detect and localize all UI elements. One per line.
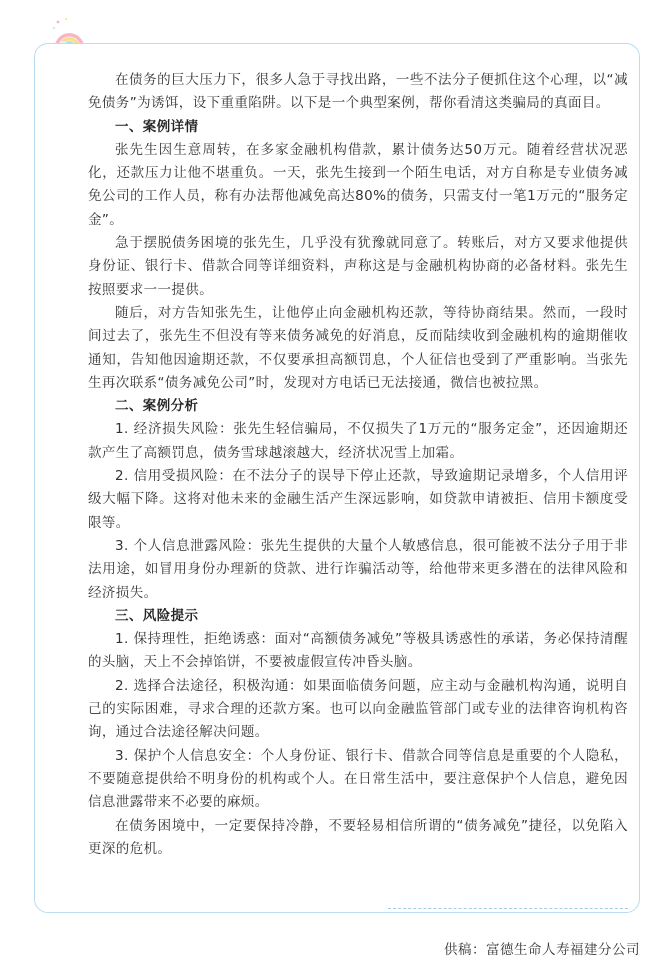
source-credit: 供稿：富德生命人寿福建分公司 — [444, 942, 640, 958]
case-paragraph: 急于摆脱债务困境的张先生，几乎没有犹豫就同意了。转账后，对方又要求他提供身份证、银行卡、借款合同等详细资料，声称这是与金融机构协商的必备材料。张先生按照要求一一提供。 — [88, 235, 628, 298]
section-heading-risk-tips: 三、风险提示 — [115, 607, 199, 624]
analysis-paragraph: 1. 经济损失风险：张先生轻信骗局，不仅损失了1万元的“服务定金”，还因逾期还款产生了高额罚息，债务雪球越滚越大，经济状况雪上加霜。 — [88, 421, 628, 461]
analysis-paragraph: 3. 个人信息泄露风险：张先生提供的大量个人敏感信息，很可能被不法分子用于非法用途，如冒用身份办理新的贷款、进行诈骗活动等，给他带来更多潜在的法律风险和经济损失。 — [88, 537, 628, 601]
intro-paragraph: 在债务的巨大压力下，很多人急于寻找出路，一些不法分子便抓住这个心理，以“减免债务”为诱饵，设下重重陷阱。以下是一个典型案例，帮你看清这类骗局的真面目。 — [88, 72, 628, 112]
article-body — [88, 69, 628, 861]
case-paragraph: 随后，对方告知张先生，让他停止向金融机构还款，等待协商结果。然而，一段时间过去了，张先生不但没有等来债务减免的好消息，反而陆续收到金融机构的逾期催收通知，告知他因逾期还款，不仅要承担高额罚息，个人征信也受到了严重影响。当张先生再次联系“债务减免公司”时，发现对方电话已无法接通，微信也被拉黑。 — [88, 304, 628, 391]
decorative-divider — [388, 908, 628, 909]
tip-paragraph: 1. 保持理性，拒绝诱惑：面对“高额债务减免”等极具诱惑性的承诺，务必保持清醒的头脑，天上不会掉馅饼，不要被虚假宣传冲昏头脑。 — [88, 631, 628, 671]
tip-paragraph: 2. 选择合法途径，积极沟通：如果面临债务问题，应主动与金融机构沟通，说明自己的实际困难，寻求合理的还款方案。也可以向金融监管部门或专业的法律咨询机构咨询，通过合法途径解决问题。 — [88, 677, 628, 741]
section-heading-case-details: 一、案例详情 — [115, 118, 199, 135]
case-paragraph: 张先生因生意周转，在多家金融机构借款，累计债务达50万元。随着经营状况恶化，还款压力让他不堪重负。一天，张先生接到一个陌生电话，对方自称是专业债务减免公司的工作人员，称有办法帮他减免高达80%的债务，只需支付一笔1万元的“服务定金”。 — [88, 141, 628, 228]
section-heading-case-analysis: 二、案例分析 — [115, 398, 199, 415]
tip-paragraph: 3. 保护个人信息安全：个人身份证、银行卡、借款合同等信息是重要的个人隐私，不要随意提供给不明身份的机构或个人。在日常生活中，要注意保护个人信息，避免因信息泄露带来不必要的麻烦。 — [88, 747, 628, 811]
conclusion-paragraph: 在债务困境中，一定要保持冷静，不要轻易相信所谓的“债务减免”捷径，以免陷入更深的危机。 — [88, 817, 628, 857]
analysis-paragraph: 2. 信用受损风险：在不法分子的误导下停止还款，导致逾期记录增多，个人信用评级大幅下降。这将对他未来的金融生活产生深远影响，如贷款申请被拒、信用卡额度受限等。 — [88, 468, 628, 531]
